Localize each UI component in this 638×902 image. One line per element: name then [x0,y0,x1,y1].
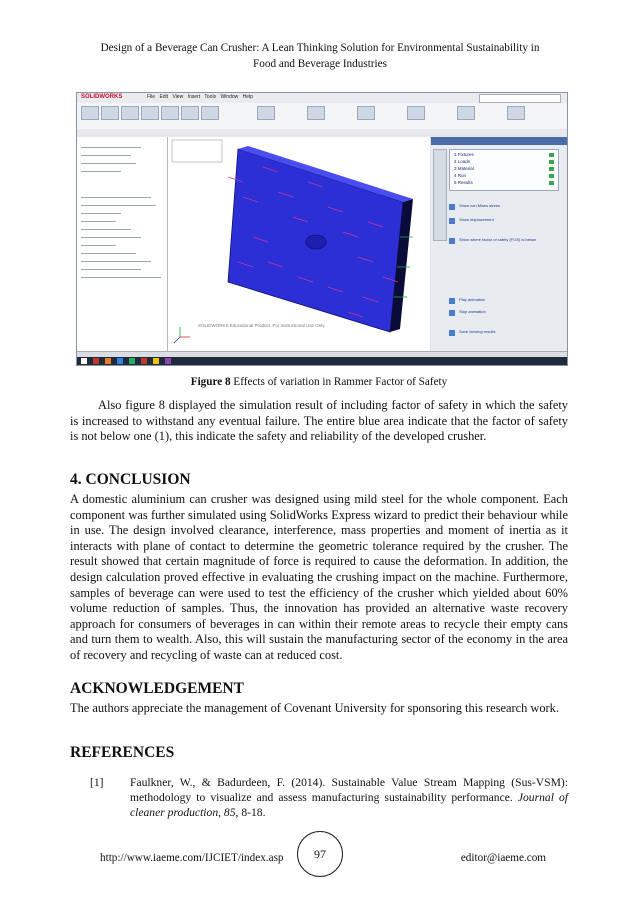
reference-text: Faulkner, W., & Badurdeen, F. (2014). Sustainable Value Stream Mapping (Sus-VSM): methodology to visualize and assess manufacturing sustainability performance. Journal of cleaner production, 85, 8-18. [130,776,569,819]
ribbon-icon [507,106,525,120]
app-icon [141,358,147,364]
sw-feature-tree [77,137,168,351]
figure-8-screenshot [76,92,568,366]
result-icon [449,238,455,244]
show-fos-option[interactable]: Show where factor of safety (FOS) is below [449,237,549,245]
ribbon-icon [161,106,179,120]
ribbon-icon [141,106,159,120]
app-icon [93,358,99,364]
conclusion-paragraph: A domestic aluminium can crusher was designed using mild steel for the whole component. Each component was further simulated using SolidWorks Express wizard to predict their behaviour while in use. The design involved clearance, interference, mass properties and moment of inertia as it interacts with plane of contact to determine the geometric tolerance required by the crusher. The result showed that certain magnitude of force is required to cause the deformation. In addition, the design calculation proved effective in evaluating the crushing impact on the machine. Furthermore, samples of beverage can were used to test the efficiency of the crusher which yielded about 60% volume reduction of samples. Thus, the innovation has provided an alternative waste recovery approach for consumers of beverages in can within their remote areas to recycle their empty cans and turn them to wealth. Also, this will sustain the manufacturing sector of the economy in the area of recovery and recycling of waste can at reduced cost. [70,492,568,662]
references-heading: REFERENCES [70,744,175,761]
panel-header [431,137,567,145]
rammer-plate-model [168,137,430,351]
play-animation-button[interactable]: Play animation [449,297,549,305]
show-stress-option[interactable]: Show von Mises stress [449,203,549,211]
wizard-steps-list [449,149,559,191]
figure-discussion-paragraph: Also figure 8 displayed the simulation result of including factor of safety in which the safety is increased to withstand any eventual failure. The entire blue area indicate that the factor of safety is not below one (1), this indicate the safety and reliability of the developed crusher. [70,398,568,444]
ribbon-icon [201,106,219,120]
figure-label: Figure 8 [190,376,231,388]
sw-simulationxpress-panel [431,137,567,351]
sw-menubar [77,93,567,103]
ribbon-icon [407,106,425,120]
wizard-step[interactable]: 3 Material [454,166,474,171]
check-icon [549,181,554,185]
check-icon [549,153,554,157]
acknowledgement-paragraph: The authors appreciate the management of Covenant University for sponsoring this research work. [70,701,559,715]
play-icon [449,298,455,304]
app-icon [105,358,111,364]
save-results-button[interactable]: Save viewing results [449,329,549,337]
solidworks-logo: SOLIDWORKS [81,94,123,100]
check-icon [549,160,554,164]
wizard-step[interactable]: 4 Run [454,173,467,178]
plate-boss [306,235,326,249]
windows-icon [81,358,87,364]
stop-animation-button[interactable]: Stop animation [449,309,549,317]
wizard-step[interactable]: 2 Loads [454,159,471,164]
sw-ribbon [77,103,567,130]
header-line-2: Food and Beverage Industries [253,58,387,70]
stop-icon [449,310,455,316]
page-number: 97 [297,831,343,877]
result-icon [449,204,455,210]
save-icon [449,330,455,336]
plot-legend [172,140,222,162]
header-line-1: Design of a Beverage Can Crusher: A Lean Thinking Solution for Environmental Sustainability in [100,42,540,54]
ribbon-icon [121,106,139,120]
panel-side-toolbar [433,149,447,241]
app-icon [153,358,159,364]
conclusion-heading: 4. CONCLUSION [70,471,191,488]
footer-email[interactable]: editor@iaeme.com [460,852,546,864]
ribbon-icon [357,106,375,120]
journal-volume: 85 [223,806,236,819]
ribbon-icon [101,106,119,120]
ribbon-icon [307,106,325,120]
figure-caption [0,376,638,388]
check-icon [549,174,554,178]
app-icon [129,358,135,364]
windows-taskbar [77,357,567,365]
educational-watermark: SOLIDWORKS Educational Product. For Instructional Use Only. [198,323,326,328]
check-icon [549,167,554,171]
ribbon-icon [257,106,275,120]
sw-graphics-area [168,137,430,351]
running-header [70,40,570,72]
journal-name: Journal of cleaner production [130,791,569,819]
sw-search-box [479,94,561,103]
wizard-step[interactable]: 5 Results [454,180,473,185]
reference-number: [1] [90,776,104,789]
show-displacement-option[interactable]: Show displacement [449,217,549,225]
acknowledgement-heading: ACKNOWLEDGEMENT [70,680,244,697]
figure-caption-text: Effects of variation in Rammer Factor of Safety [230,376,448,388]
wizard-step[interactable]: 1 Fixtures [454,152,474,157]
app-icon [117,358,123,364]
sw-menu: File Edit View Insert Tools Window Help [147,94,253,100]
ribbon-icon [457,106,475,120]
ribbon-icon [181,106,199,120]
axis-triad [174,327,190,343]
ribbon-icon [81,106,99,120]
result-icon [449,218,455,224]
footer-url[interactable]: http://www.iaeme.com/IJCIET/index.asp [100,852,284,864]
app-icon [165,358,171,364]
